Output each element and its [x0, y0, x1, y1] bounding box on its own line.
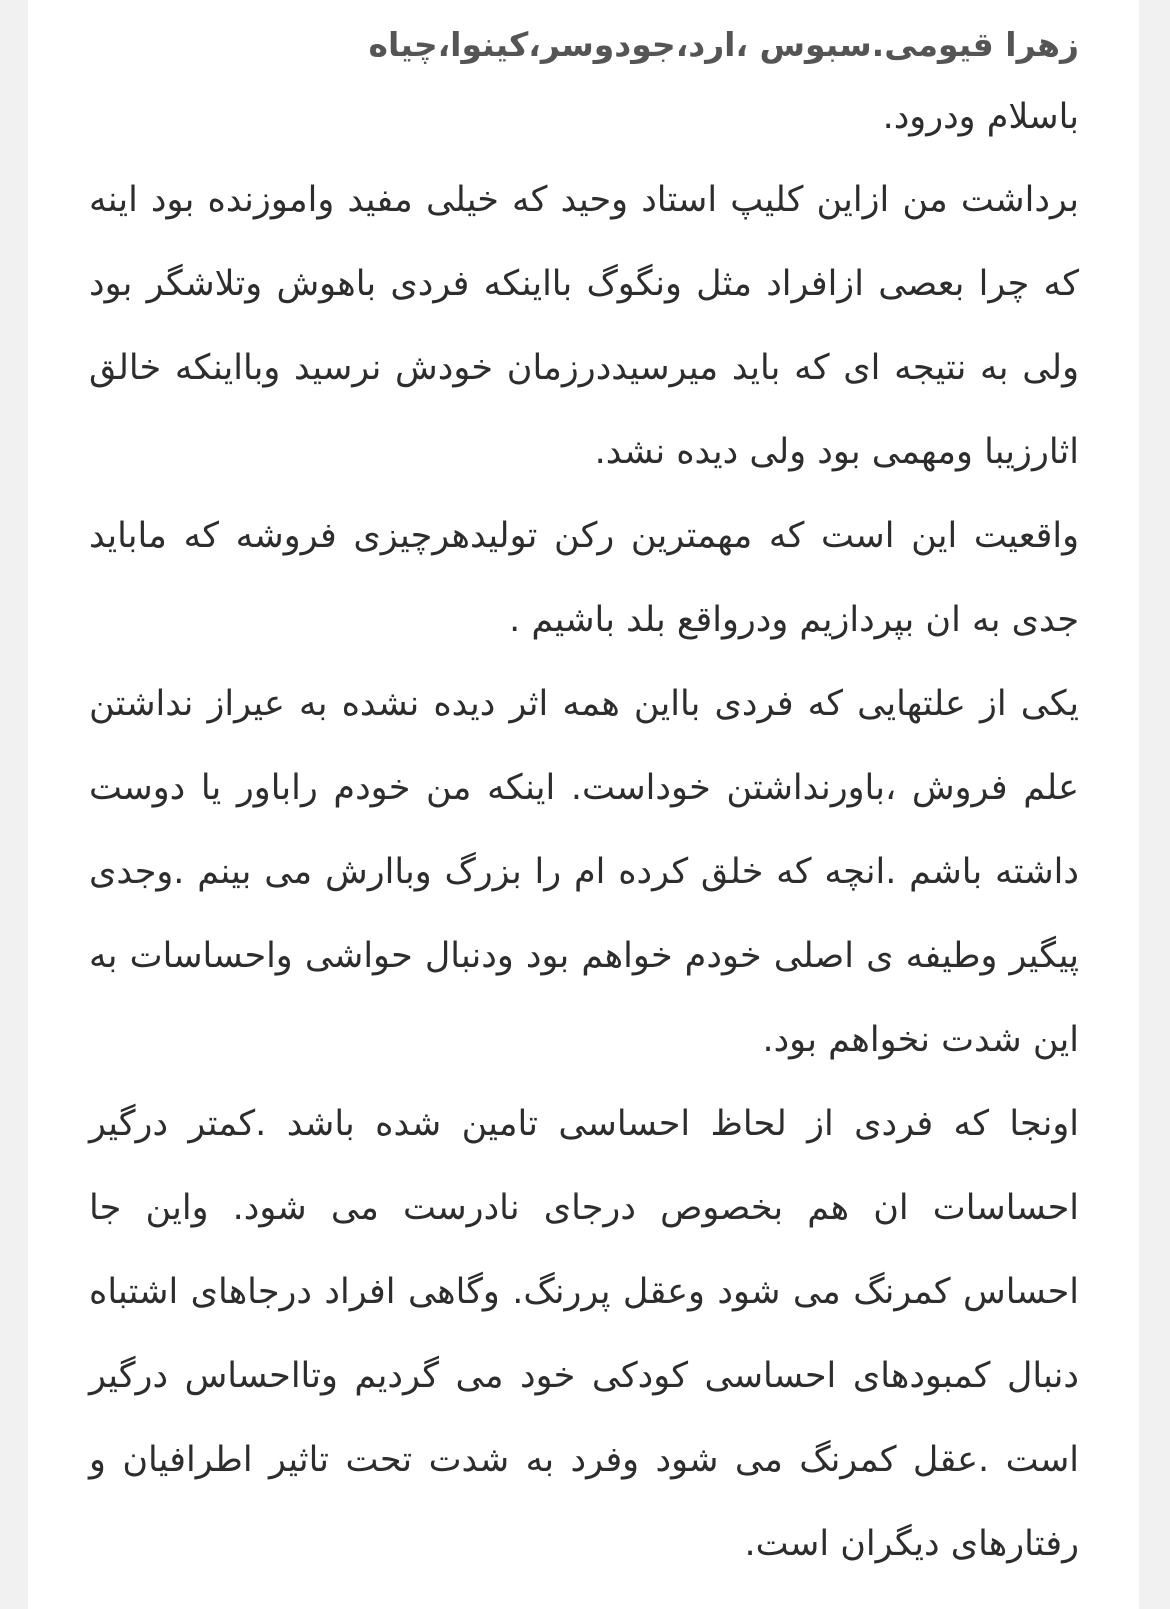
- comment-paragraph-2: واقعیت این است که مهمترین رکن تولیدهرچیزی فروشه که ماباید جدی به ان بپردازیم ودرواقع بلد باشیم .: [89, 516, 1079, 640]
- comment-paragraph-3: یکی از علتهایی که فردی بااین همه اثر دیده نشده به عیراز نداشتن علم فروش ،باورنداشتن خوداست. اینکه من خودم راباور یا دوست داشته باشم .انچه که خلق کرده ام را بزرگ وباارش می بینم .وجدی پیگیر وطیفه ی اصلی خودم خواهم بود ودنبال حواشی واحساسات به این شدت نخواهم بود.: [89, 684, 1079, 1060]
- comment-greeting: باسلام ودرود.: [882, 97, 1079, 137]
- comment-card: [28, 0, 1139, 1609]
- comment-paragraph-4: اونجا که فردی از لحاظ احساسی تامین شده باشد .کمتر درگیر احساسات ان هم بخصوص درجای نادرست می شود. واین جا احساس کمرنگ می شود وعقل پررنگ. وگاهی افراد درجاهای اشتباه دنبال کمبودهای احساسی کودکی خود می گردیم وتااحساس درگیر است .عقل کمرنگ می شود وفرد به شدت تحت تاثیر اطرافیان و رفتارهای دیگران است.: [89, 1104, 1079, 1564]
- comment-paragraph-1: برداشت من ازاین کلیپ استاد وحید که خیلی مفید واموزنده بود اینه که چرا بعصی ازافراد مثل ونگوگ بااینکه فردی باهوش وتلاشگر بود ولی به نتیجه ای که باید میرسیددرزمان خودش نرسید وبااینکه خالق اثارزیبا ومهمی بود ولی دیده نشد.: [89, 180, 1079, 472]
- comment-author-line: زهرا قیومی.سبوس ،ارد،جودوسر،کینوا،چیاه: [368, 25, 1079, 64]
- comment-body: [89, 14, 1079, 1586]
